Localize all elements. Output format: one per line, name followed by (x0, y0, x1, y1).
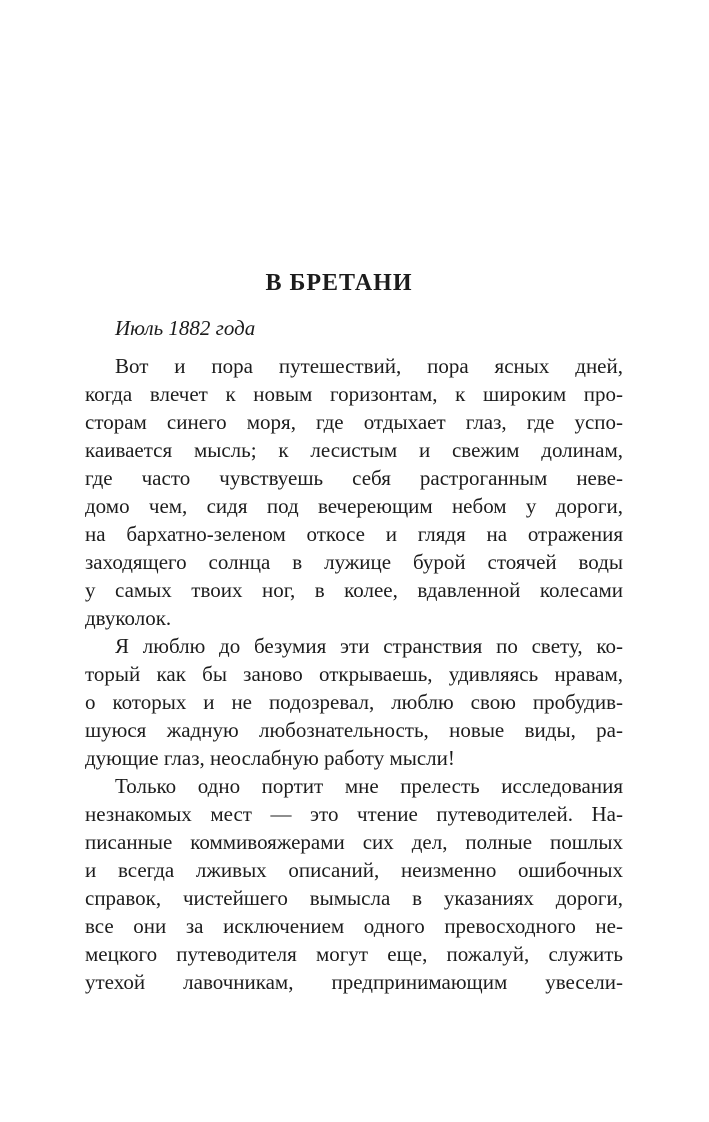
text-line: на бархатно-зеленом откосе и глядя на отражения (85, 522, 623, 546)
text-line: домо чем, сидя под вечереющим небом у дороги, (85, 494, 623, 518)
text-line: каивается мысль; к лесистым и свежим долинам, (85, 438, 623, 462)
text-line: о которых и не подозревал, люблю свою пробудив- (85, 690, 623, 714)
text-line: Только одно портит мне прелесть исследования (115, 774, 623, 798)
text-line: у самых твоих ног, в колее, вдавленной колесами (85, 578, 623, 602)
paragraph (85, 352, 623, 632)
text-line: двуколок. (85, 606, 172, 630)
dateline: Июль 1882 года (115, 316, 256, 340)
text-line: мецкого путеводителя могут еще, пожалуй, служить (85, 942, 623, 966)
paragraph (85, 772, 623, 996)
text-line: писанные коммивояжерами сих дел, полные пошлых (85, 830, 623, 854)
text-line: сторам синего моря, где отдыхает глаз, где успо- (85, 410, 623, 434)
text-line: дующие глаз, неослабную работу мысли! (85, 746, 455, 770)
text-line: незнакомых мест — это чтение путеводителей. На- (85, 802, 623, 826)
text-line: справок, чистейшего вымысла в указаниях дороги, (85, 886, 623, 910)
paragraph (85, 632, 623, 772)
text-line: торый как бы заново открываешь, удивляясь нравам, (85, 662, 623, 686)
text-line: шуюся жадную любознательность, новые виды, ра- (85, 718, 623, 742)
text-line: и всегда лживых описаний, неизменно ошибочных (85, 858, 623, 882)
chapter-title: В БРЕТАНИ (265, 270, 413, 296)
text-line: заходящего солнца в лужице бурой стоячей воды (85, 550, 623, 574)
text-line: Вот и пора путешествий, пора ясных дней, (115, 354, 623, 378)
text-line: все они за исключением одного превосходного не- (85, 914, 623, 938)
text-line: где часто чувствуешь себя растроганным неве- (85, 466, 623, 490)
text-line: Я люблю до безумия эти странствия по свету, ко- (115, 634, 623, 658)
text-line: утехой лавочникам, предпринимающим увесели- (85, 970, 623, 994)
body-text (85, 352, 623, 996)
text-line: когда влечет к новым горизонтам, к широким про- (85, 382, 623, 406)
